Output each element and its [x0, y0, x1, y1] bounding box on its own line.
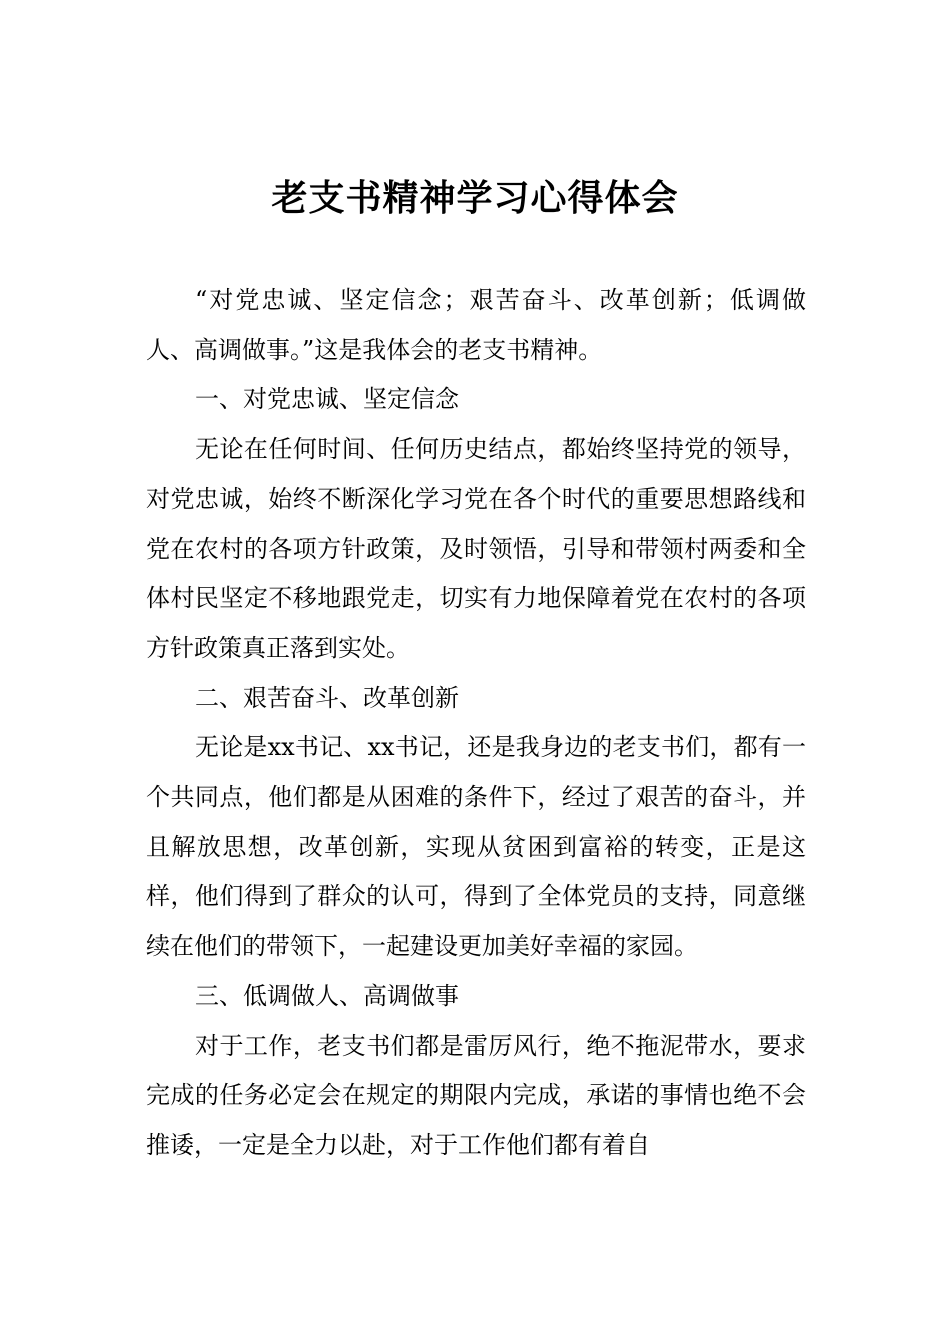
paragraph-section-3: 对于工作，老支书们都是雷厉风行，绝不拖泥带水，要求完成的任务必定会在规定的期限内完成，承诺的事情也绝不会推诿，一定是全力以赴，对于工作他们都有着自: [146, 1031, 806, 1159]
section-heading-3: 三、低调做人、高调做事: [195, 981, 459, 1010]
paragraph-section-2: 无论是xx书记、xx书记，还是我身边的老支书们，都有一个共同点，他们都是从困难的条件下，经过了艰苦的奋斗，并且解放思想，改革创新，实现从贫困到富裕的转变，正是这样，他们得到了群众的认可，得到了全体党员的支持，同意继续在他们的带领下，一起建设更加美好幸福的家园。: [146, 733, 806, 961]
paragraph-section-1: 无论在任何时间、任何历史结点，都始终坚持党的领导，对党忠诚，始终不断深化学习党在各个时代的重要思想路线和党在农村的各项方针政策，及时领悟，引导和带领村两委和全体村民坚定不移地跟党走，切实有力地保障着党在农村的各项方针政策真正落到实处。: [146, 435, 806, 662]
section-heading-1: 一、对党忠诚、坚定信念: [195, 385, 459, 414]
paragraph-intro: “对党忠诚、坚定信念；艰苦奋斗、改革创新；低调做人、高调做事。”这是我体会的老支书精神。: [146, 286, 806, 364]
section-heading-2: 二、艰苦奋斗、改革创新: [195, 683, 459, 712]
document-title: 老支书精神学习心得体会: [271, 177, 679, 219]
document-body: [146, 276, 806, 1171]
